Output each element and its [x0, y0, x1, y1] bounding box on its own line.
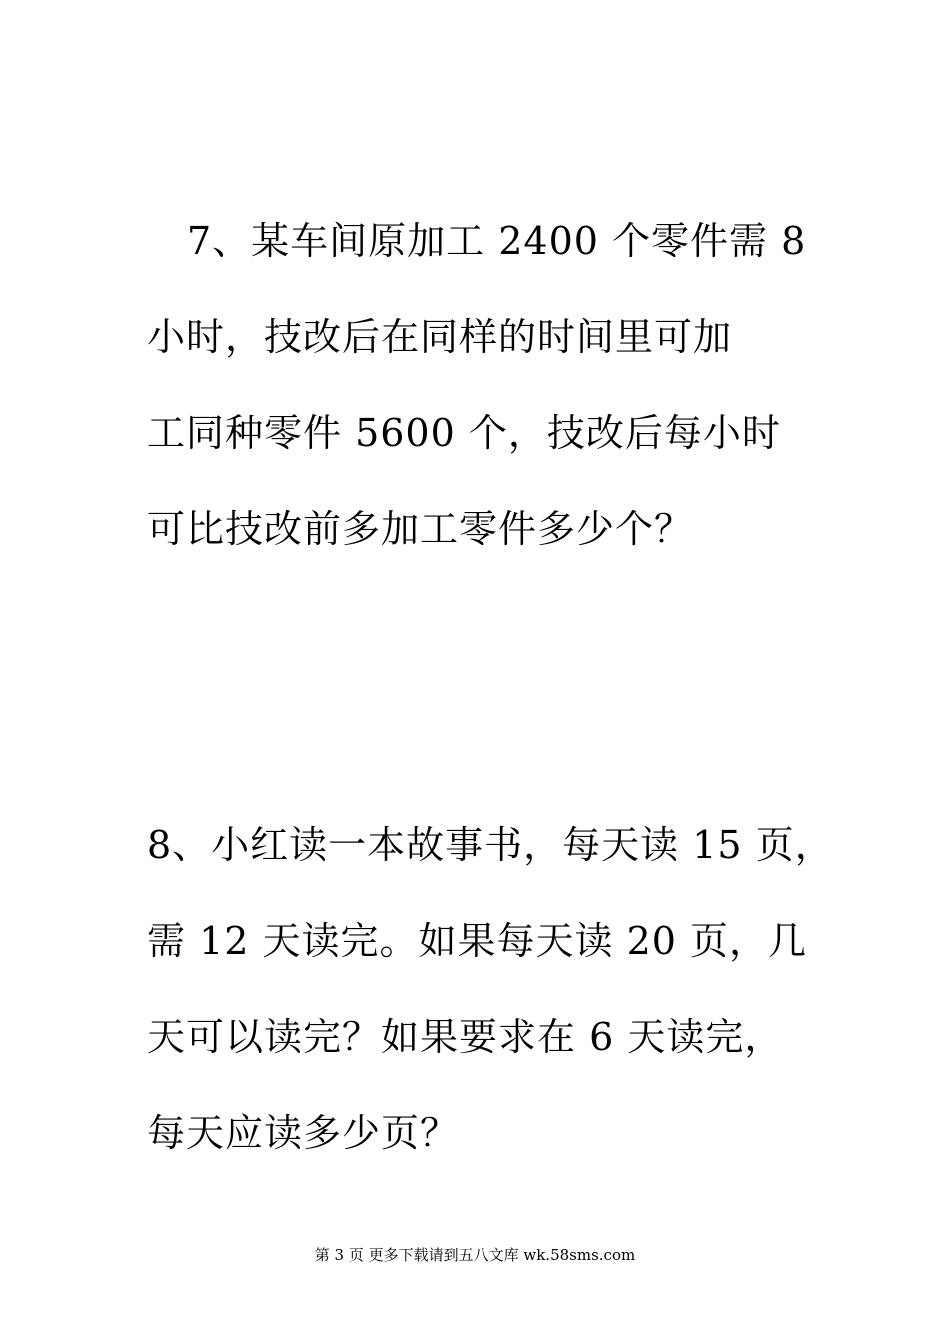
problem-7	[147, 193, 847, 577]
problem-8-line: 8、小红读一本故事书，每天读 15 页，	[147, 823, 834, 867]
problem-8-line: 天可以读完？如果要求在 6 天读完，	[147, 1015, 784, 1059]
page-footer: 第 3 页 更多下载请到五八文库 wk.58sms.com	[314, 1246, 636, 1264]
problem-8-line: 需 12 天读完。如果每天读 20 页，几	[147, 919, 808, 963]
problem-8-line: 每天应读多少页？	[147, 1111, 460, 1155]
problem-8	[147, 797, 847, 1181]
problem-7-line: 7、某车间原加工 2400 个零件需 8	[187, 219, 807, 263]
problem-7-line: 工同种零件 5600 个，技改后每小时	[147, 411, 781, 455]
problem-7-line: 可比技改前多加工零件多少个？	[147, 507, 694, 551]
problem-7-line: 小时，技改后在同样的时间里可加	[147, 315, 733, 359]
